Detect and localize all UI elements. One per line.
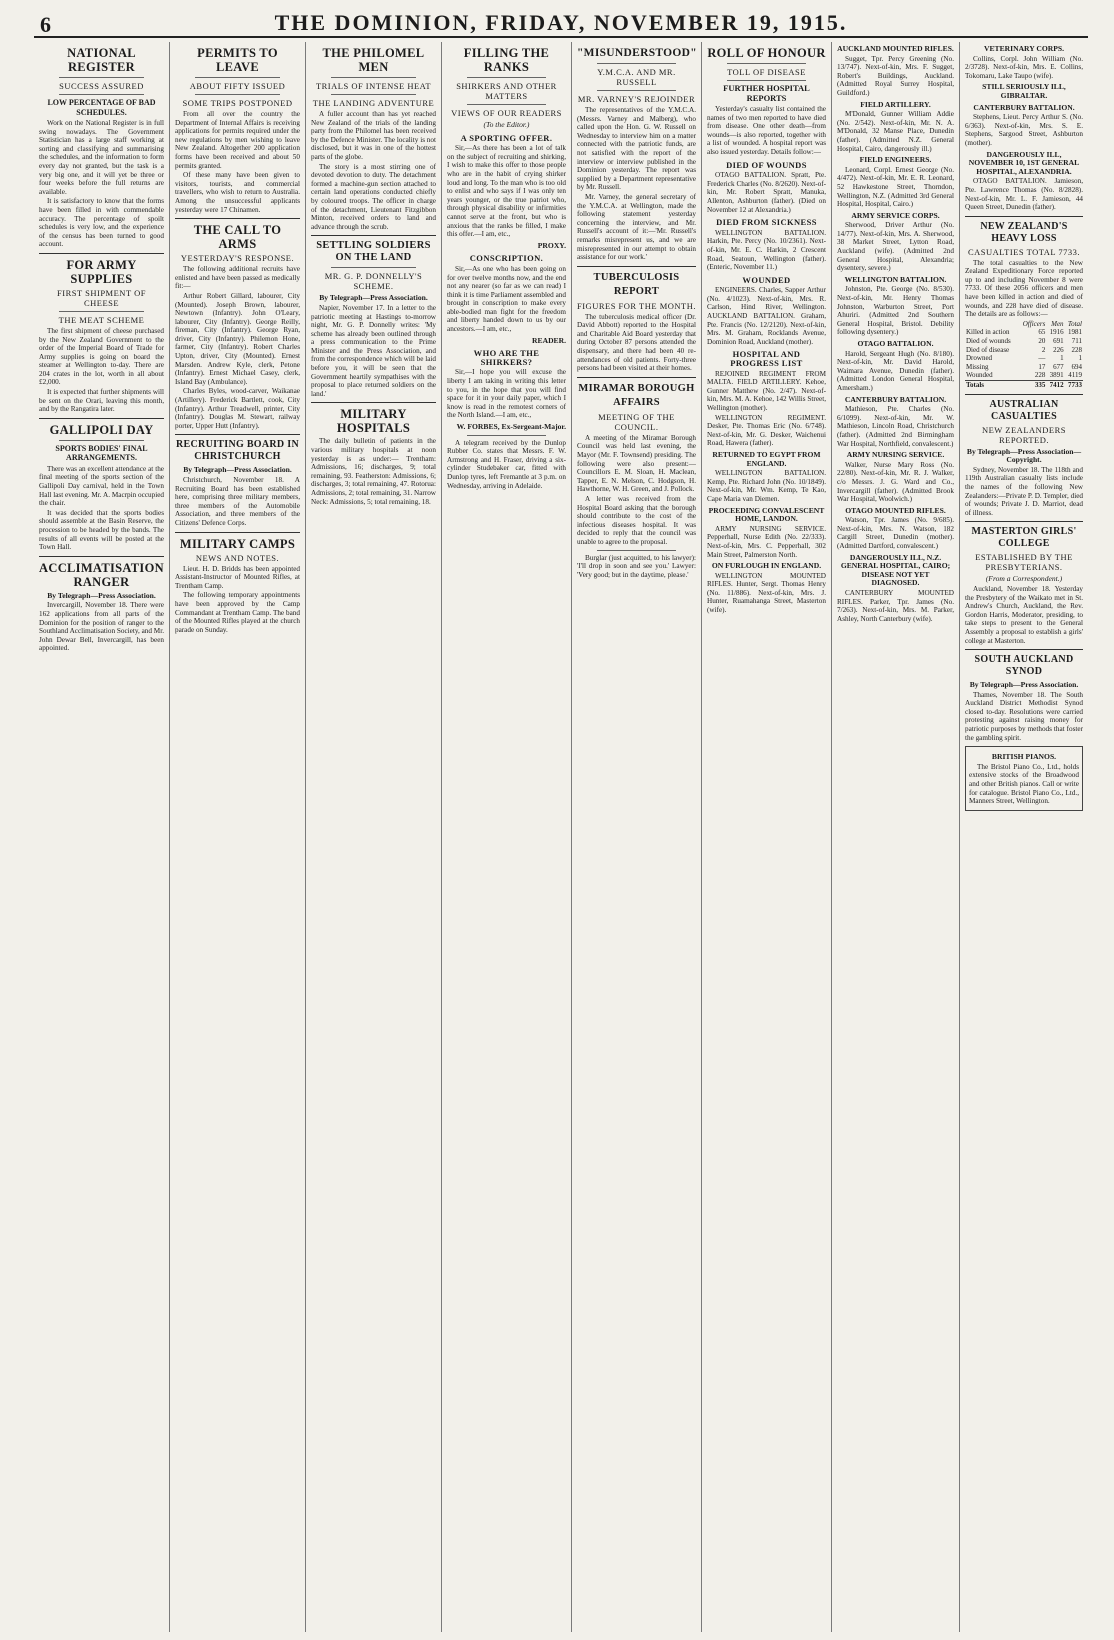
section-heading: FIELD ARTILLERY.	[860, 99, 931, 109]
divider	[727, 63, 806, 64]
section-heading: ARMY SERVICE CORPS.	[851, 210, 940, 220]
table-cell: 1981	[1068, 328, 1082, 337]
article-paragraph: The following temporary appointments have been approved by the Camp Commandant at Trentham Camp. The band of the Mounted Rifles played at the church parade on Sunday.	[175, 591, 300, 634]
headline-settling-soldiers: SETTLING SOLDIERS ON THE LAND	[316, 240, 431, 264]
table-header-cell: Men	[1051, 319, 1064, 328]
article-paragraph: The following additional recruits have enlisted and have been passed as medically fit:—	[175, 265, 300, 291]
table-header-cell: Officers	[1022, 319, 1046, 328]
table-cell: 677	[1053, 362, 1064, 371]
article-paragraph: The daily bulletin of patients in the various military hospitals at noon yesterday is as under:— Trentham: Admissions, 16; discharges, 9; total remaining, 93. Featherston: Admissions, 6; discharges, 3; total remaining, 47. Rotorua: Admissions, 2; total remaining, 31. Narrow Neck: Admissions, 5; total remaining, 18.	[311, 437, 436, 506]
article-paragraph: The story is a most stirring one of devoted devotion to duty. The detachment formed a machine-gun section attached to certain land operations conducted chiefly by coloured troops. The officer in charge of the detachment, Lieutenant Fitzgibbon Minton, received orders to land and advance through the scrub.	[311, 162, 436, 231]
divider	[467, 77, 546, 78]
subhead: FIGURES FOR THE MONTH.	[577, 300, 696, 311]
casualty-entry: OTAGO BATTALION. Spratt, Pte. Frederick Charles (No. 8/2620). Next-of-kin, Mr. Robert Spratt, Manuka, Allenton, Ashburton (father). (Died on November 12 at Alexandria.)	[707, 171, 826, 214]
article-paragraph: Yesterday's casualty list contained the names of two men reported to have died from disease. One other death—from wounds—is also reported, together with a list of wounded. A hospital report was also issued yesterday. Details follow:—	[707, 105, 826, 156]
headline-national-register: NATIONAL REGISTER	[67, 46, 136, 74]
columns	[34, 42, 1088, 1632]
headline-military-camps: MILITARY CAMPS	[179, 536, 296, 551]
divider	[577, 266, 696, 267]
article-paragraph: Invercargill, November 18. There were 162 applications from all parts of the Dominion for the position of ranger to the Southland Acclimatisation Society, and Mr. John Dewar Bell, Invercargill, has been appointed.	[39, 601, 164, 653]
subhead: SOME TRIPS POSTPONED	[182, 98, 293, 108]
section-heading: PROCEEDING CONVALESCENT HOME, LANDON.	[708, 505, 825, 524]
headline-australian-casualties: AUSTRALIAN CASUALTIES	[989, 398, 1059, 422]
casualty-table	[965, 320, 1083, 390]
divider	[59, 440, 144, 441]
column-5	[572, 42, 702, 1632]
headline-army-supplies: FOR ARMY SUPPLIES	[66, 257, 137, 286]
subhead: SPORTS BODIES' FINAL ARRANGEMENTS.	[55, 443, 148, 463]
divider	[59, 94, 144, 95]
casualty-entry: M'Donald, Gunner William Addie (No. 2/542). Next-of-kin, Mr. N. A. M'Donald, 32 Manse Place, Dunedin (father). (Admitted N.Z. General Hospital, Cairo, dangerously ill.)	[837, 110, 954, 153]
table-header-row	[965, 320, 1083, 329]
divider	[311, 235, 436, 236]
casualty-entry: Mathieson, Pte. Charles (No. 6/1099). Next-of-kin, Mr. W. Mathieson, Lincoln Road, Christchurch (father). (Admitted 2nd Birmingham War Hospital, Northfield, convalescent.)	[837, 405, 954, 448]
divider	[175, 532, 300, 533]
article-paragraph: Christchurch, November 18. A Recruiting Board has been established here, comprising three military members, three members of the Automobile Association, and three members of the Citizens' Defence Corps.	[175, 476, 300, 527]
letter-paragraph: Sir,—As there has been a lot of talk on the subject of recruiting and shirking, I wish to make this offer to those people who are in the habit of crying shirker loud and long. To the man who is too old to enlist and who says if I was only ten years younger, or the true patriot who, through physical disability or infirmities cannot serve at the front, but who is anxious that the ranks be filled, I make this offer.—I am, etc.,	[447, 144, 566, 239]
subhead: MEETING OF THE COUNCIL.	[598, 411, 675, 432]
divider	[331, 94, 416, 95]
letter-heading: CONSCRIPTION.	[469, 253, 544, 264]
divider	[965, 216, 1083, 217]
table-cell: 694	[1071, 362, 1082, 371]
divider	[311, 402, 436, 403]
casualty-entry: Watson, Tpr. James (No. 9/685). Next-of-kin, Mrs. N. Watson, 182 Cargill Street, Dunedin (mother). (Admitted Dartford, convalescent.)	[837, 516, 954, 551]
article-paragraph: It is satisfactory to know that the forms have been filled in with commendable accuracy. The percentage of spoilt schedules is very low, and the experience of the census has been turned to good account.	[39, 197, 164, 249]
subhead: NEWS AND NOTES.	[195, 552, 280, 563]
section-heading: STILL SERIOUSLY ILL, GIBRALTAR.	[982, 82, 1066, 100]
article-paragraph: From all over the country the Department of Internal Affairs is receiving applications for permits required under the new regulations by men wishing to leave New Zealand. Altogether 200 application forms have been received and about 50 permits granted.	[175, 110, 300, 170]
masthead	[34, 10, 1088, 38]
section-heading: ARMY NURSING SERVICE.	[846, 450, 945, 460]
headline-gallipoli-day: GALLIPOLI DAY	[49, 422, 154, 437]
table-cell: Totals	[965, 381, 1018, 390]
column-3	[306, 42, 442, 1632]
article-paragraph: Of these many have been given to visitors, tourists, and commercial travellers, who wish to return to Australia. Among the unsuccessful applicants yesterday were 17 Chinamen.	[175, 171, 300, 214]
casualty-entry: WELLINGTON BATTALION. Kemp, Pte. Richard John (No. 10/1849). Next-of-kin, Mr. Wm. Kemp, Te Kao, Cape Maria van Diemen.	[707, 469, 826, 503]
article-paragraph: A letter was received from the Hospital Board asking that the borough should contribute to the cost of the infectious diseases hospital. It was decided to reply that the council was unable to agree to the proposal.	[577, 495, 696, 546]
casualty-entry: Harold, Sergeant Hugh (No. 8/180). Next-of-kin, Mr. David Harold, Waimara Avenue, Dunedin (father). (Admitted London General Hospital, Amersham.)	[837, 349, 954, 392]
table-cell: —	[1038, 354, 1046, 363]
headline-military-hospitals: MILITARY HOSPITALS	[336, 407, 411, 436]
table-cell: 1	[1078, 354, 1082, 363]
byline: By Telegraph—Press Association.	[319, 293, 428, 303]
subhead: TOLL OF DISEASE	[727, 67, 806, 77]
table-row	[965, 363, 1083, 372]
editor-note: (To the Editor.)	[483, 120, 530, 129]
article-paragraph: Arthur Robert Gillard, labourer, City (Mounted). Joseph Brown, labourer, Newtown (Infantry). John O'Leary, labourer, City (Infantry). George Reilly, fireman, City (Infantry). George Ryan, driver, City (Infantry). Philemon Hone, farmer, City (Infantry). Robert Charles Upton, driver, City (Mounted). Ernest Marsden. Andrew Kyle, clerk, Petone (Infantry). Ernest Michael Casey, clerk, Island Bay (Ambulance).	[175, 291, 300, 386]
table-row	[965, 328, 1083, 337]
advertisement-heading: BRITISH PIANOS.	[991, 752, 1057, 762]
article-paragraph: The total casualties to the New Zealand Expeditionary Force reported up to and including November 8 were 7733. Of these 2056 officers and men have been killed in action and died of wounds, and 228 have died of disease. The details are as follows:—	[965, 258, 1083, 319]
table-cell: 335	[1018, 381, 1046, 390]
divider	[195, 94, 280, 95]
divider	[331, 267, 416, 268]
headline-philomel-men: THE PHILOMEL MEN	[322, 46, 425, 74]
article-paragraph: It was decided that the sports bodies should assemble at the Basin Reserve, the procession to be headed by the bands. The results of all events will be posted at the Town Hall.	[39, 508, 164, 552]
divider	[39, 253, 164, 254]
article-paragraph: Napier, November 17. In a letter to the patriotic meeting at Hastings to-morrow night, Mr. G. P. Donnelly writes: 'My scheme has already been outlined through a press communication to the Prime Minister and the Press Association, and from the correspondence which will be laid before you, it will be seen that the Government heartily sympathises with the proposal to place returned soldiers on the land.'	[311, 303, 436, 398]
headline-miramar-borough: MIRAMAR BOROUGH AFFAIRS	[578, 382, 695, 408]
table-cell: Missing	[966, 362, 989, 371]
letter-heading: WHO ARE THE SHIRKERS?	[473, 348, 540, 367]
headline-recruiting-board: RECRUITING BOARD IN CHRISTCHURCH	[176, 439, 299, 463]
article-paragraph: Lieut. H. D. Bridds has been appointed Assistant-Instructor of Mounted Rifles, at Trentham Camp.	[175, 564, 300, 590]
byline: By Telegraph—Press Association.	[183, 465, 292, 475]
article-paragraph: Thames, November 18. The South Auckland District Methodist Synod closed to-day. Resolutions were carried protesting against raising money for patriotic purposes by methods that foster the gambling spirit.	[965, 690, 1083, 742]
letter-signature: READER.	[532, 335, 566, 345]
divider	[175, 218, 300, 219]
article-paragraph: Mr. Varney, the general secretary of the Y.M.C.A. at Wellington, made the following statement yesterday concerning the interview, and Mr. Russell's account of it:—'Mr. Russell's remarks misrepresent us, and we are misrepresented in our attempt to obtain assistance for our work.'	[577, 192, 696, 262]
correspondent-note: (From a Correspondent.)	[985, 574, 1063, 584]
subhead: TRIALS OF INTENSE HEAT	[315, 81, 432, 91]
table-total-row	[965, 381, 1083, 390]
casualty-entry: REJOINED REGIMENT FROM MALTA. FIELD ARTILLERY. Kehoe, Gunner Matthew (No. 2/47). Next-of-kin, Mrs. M. A. Kehoe, 142 Willis Street, Wellington (mother).	[707, 369, 826, 412]
section-heading: AUCKLAND MOUNTED RIFLES.	[837, 44, 954, 53]
article-paragraph: The tuberculosis medical officer (Dr. David Abbott) reported to the Hospital and Charitable Aid Board yesterday that during October 87 persons attended the dispensary, and there had been 40 re-attendances of old patients. Forty-three persons had been visited at their homes.	[577, 312, 696, 373]
casualty-entry: Walker, Nurse Mary Ross (No. 22/80). Next-of-kin, Mr. R. J. Walker, c/o Messrs. J. G. Ward and Co., Invercargill (father). (Admitted Brook War Hospital, Woolwich.)	[837, 460, 954, 504]
column-6	[702, 42, 832, 1632]
subhead: ESTABLISHED BY THE PRESBYTERIANS.	[975, 552, 1073, 573]
table-row	[965, 354, 1083, 363]
headline-south-auckland-synod: SOUTH AUCKLAND SYNOD	[974, 654, 1074, 678]
divider	[39, 418, 164, 419]
byline: By Telegraph—Press Association—Copyright.	[966, 446, 1082, 465]
section-heading: WOUNDED	[742, 274, 791, 285]
byline: By Telegraph—Press Association.	[969, 680, 1079, 690]
divider	[59, 311, 144, 312]
divider	[59, 77, 144, 78]
letter-signature: W. FORBES, Ex-Sergeant-Major.	[456, 422, 566, 431]
divider	[175, 434, 300, 435]
casualty-entry: Johnston, Pte. George (No. 8/530). Next-of-kin, Mr. Henry Thomas Johnston, Warburton Street, Port Ahuriri. (Admitted 2nd Southern General Hospital, Bristol. Debility following dysentery.)	[837, 285, 954, 337]
article-paragraph: Auckland, November 18. Yesterday the Presbytery of the Waikato met in St. Andrew's Church, Auckland, the Rev. Gordon Harris, Moderator, presiding, to take steps to present to the General Assembly a proposal to establish a girls' college at Masterton.	[965, 584, 1083, 645]
section-heading: DIED OF WOUNDS	[726, 159, 807, 170]
letter-signature: PROXY.	[537, 240, 566, 250]
advertisement-text: The Bristol Piano Co., Ltd., holds extensive stocks of the Broadwood and other British pianos. Call or write for catalogue. Bristol Piano Co., Ltd., Manners Street, Wellington.	[969, 762, 1079, 806]
headline-tuberculosis-report: TUBERCULOSIS REPORT	[593, 271, 680, 297]
casualty-entry: ARMY NURSING SERVICE. Pepperhall, Nurse Edith (No. 22/333). Next-of-kin, Mrs. C. Pepperhall, 302 Main Street, Palmerston North.	[707, 524, 826, 559]
article-paragraph: A meeting of the Miramar Borough Council was held last evening, the Mayor (Mr. F. Townsend) presiding. The following were also present:—Councillors E. M. Sloan, H. Maclean, Tapper, E. N. Melson, C. Hodgson, H. Hawthorne, W. H. Green, and J. Pollock.	[577, 433, 696, 494]
casualty-entry: OTAGO BATTALION. Jamieson, Pte. Lawrence Thomas (No. 8/2828). Next-of-kin, Mr. L. F. Jamieson, 44 Queen Street, Dunedin (father).	[965, 177, 1083, 212]
casualty-entry: Stephens, Lieut. Percy Arthur S. (No. 6/363). Next-of-kin, Mrs. S. E. Stephens, Sargood Street, Ashburton (mother).	[965, 113, 1083, 147]
table-cell: 7412	[1046, 381, 1064, 390]
column-1	[34, 42, 170, 1632]
letter-heading: A SPORTING OFFER.	[460, 132, 553, 143]
table-cell: 226	[1053, 345, 1064, 354]
article-paragraph: Burglar (just acquitted, to his lawyer): 'I'll drop in soon and see you.' Lawyer: 'Very good; but in the daytime, please.'	[577, 553, 696, 579]
section-heading: WELLINGTON BATTALION.	[844, 274, 947, 284]
subhead: LOW PERCENTAGE OF BAD SCHEDULES.	[47, 98, 156, 117]
headline-heavy-loss: NEW ZEALAND'S HEAVY LOSS	[980, 220, 1068, 244]
casualty-entry: WELLINGTON MOUNTED RIFLES. Hunter, Sergt. Thomas Henry (No. 11/886). Next-of-kin, Mrs. J. Hunter, Ruamahanga Street, Masterton (wife).	[707, 571, 826, 615]
table-header-cell: Total	[1067, 319, 1082, 328]
column-8	[960, 42, 1088, 1632]
divider	[597, 63, 676, 64]
subhead: MR. G. P. DONNELLY'S SCHEME.	[324, 271, 423, 292]
newspaper-title: THE DOMINION, FRIDAY, NOVEMBER 19, 1915.	[274, 10, 848, 35]
column-4	[442, 42, 572, 1632]
table-header-cell	[965, 320, 1018, 329]
divider	[467, 435, 546, 436]
article-paragraph: Work on the National Register is in full swing nowadays. The Government Statistician has a large staff working at sorting and classifying and summarising the schedules, and the information to form every day not granted, but the task is a very big one, and it will yet be three or four weeks before the full returns are available.	[39, 119, 164, 196]
casualty-entry: Leonard, Corpl. Ernest George (No. 4/472). Next-of-kin, Mr. E. R. Leonard, 52 Hawkestone Street, Thorndon, Wellington, N.Z. (Admitted 3rd General Hospital, Hospital, Cairo.)	[837, 165, 954, 209]
table-cell: 7733	[1065, 381, 1083, 390]
headline-filling-the-ranks: FILLING THE RANKS	[463, 46, 550, 74]
section-heading: RETURNED TO EGYPT FROM ENGLAND.	[712, 449, 821, 468]
divider	[577, 377, 696, 378]
divider	[39, 556, 164, 557]
subhead: THE LANDING ADVENTURE	[312, 98, 435, 108]
page-number: 6	[40, 12, 51, 37]
subhead: SHIRKERS AND OTHER MATTERS	[456, 81, 557, 101]
subhead: FIRST SHIPMENT OF CHEESE	[57, 287, 146, 308]
column-2	[170, 42, 306, 1632]
section-heading: OTAGO MOUNTED RIFLES.	[845, 505, 946, 515]
headline-permits-to-leave: PERMITS TO LEAVE	[197, 46, 278, 74]
subhead: FURTHER HOSPITAL REPORTS	[723, 83, 810, 103]
casualty-entry: Collins, Corpl. John William (No. 2/3728). Next-of-kin, Mrs. E. Collins, Tokomaru, Lake Taupo (wife).	[965, 54, 1083, 80]
letter-paragraph: Sir,—I hope you will excuse the liberty I am taking in writing this letter to you, in the hope that you will find space for it in your daily paper, which I know is read in the remotest corners of the North Island.—I am, etc.,	[447, 368, 566, 420]
headline-call-to-arms: THE CALL TO ARMS	[193, 223, 282, 252]
table-cell: 2	[1041, 345, 1046, 354]
casualty-entry: Sugget, Tpr. Percy Greening (No. 13/747). Next-of-kin, Mrs. F. Sugget, Robert's Buildings, Auckland. (Admitted Royal Surrey Hospital, Guildford.)	[837, 54, 954, 97]
casualty-entry: Sherwood, Driver Arthur (No. 14/77). Next-of-kin, Mrs. A. Sherwood, 38 Market Street, Lytton Road, Auckland (wife). (Admitted 2nd General Hospital, Alexandria; dysentery, severe.)	[837, 221, 954, 273]
table-cell: Died of disease	[966, 345, 1010, 354]
casualty-entry: ENGINEERS. Charles, Sapper Arthur (No. 4/1023). Next-of-kin, Mrs. R. Carlson, Hind River, Wellington. AUCKLAND BATTALION. Graham, Pte. Francis (No. 12/2120). Next-of-kin, Mrs. M. Graham, Rocklands Avenue, Dominion Road, Auckland (mother).	[707, 286, 826, 346]
table-cell: 1916	[1049, 328, 1064, 337]
section-heading: VETERINARY CORPS.	[983, 44, 1065, 53]
divider	[965, 521, 1083, 522]
subhead: Y.M.C.A. AND MR. RUSSELL	[597, 67, 676, 87]
byline: By Telegraph—Press Association.	[47, 590, 156, 600]
table-cell: 4119	[1068, 371, 1082, 380]
table-cell: Died of wounds	[966, 337, 1011, 346]
article-paragraph: The first shipment of cheese purchased by the New Zealand Government to the order of the Imperial Board of Trade for Army supplies is going on board the steamer at Wellington to-day. There are 204 crates in the lot, worth in all about £2,000.	[39, 326, 164, 387]
subhead: VIEWS OF OUR READERS	[451, 108, 562, 118]
table-cell: 3891	[1049, 371, 1064, 380]
divider	[597, 90, 676, 91]
table-cell: 17	[1038, 362, 1046, 371]
divider	[597, 550, 676, 551]
section-heading: DIED FROM SICKNESS	[716, 217, 817, 228]
table-cell: 711	[1071, 337, 1082, 346]
section-heading: CANTERBURY BATTALION.	[973, 102, 1075, 112]
table-cell: Wounded	[966, 371, 993, 380]
casualty-entry: CANTERBURY MOUNTED RIFLES. Parker, Tpr. James (No. 7/263). Next-of-kin, Mrs. M. Parker, Ashley, North Canterbury (wife).	[837, 589, 954, 623]
headline-misunderstood: "MISUNDERSTOOD"	[577, 47, 697, 59]
article-paragraph: A telegram received by the Dunlop Rubber Co. states that Messrs. F. W. Armstrong and H. Fraser, driving a six-cylinder Studebaker car, fitted with Dunlop tyres, left Fremantle at 3 p.m. on Wednesday, arriving in Adelaide.	[447, 438, 566, 490]
divider	[965, 394, 1083, 395]
casualty-entry: WELLINGTON BATTALION. Harkin, Pte. Percy (No. 10/2361). Next-of-kin, Mr. E. C. Harkin, 2 Crescent Road, Seatoun, Wellington (father). (Enteric, November 11.)	[707, 228, 826, 272]
section-heading: CANTERBURY BATTALION.	[844, 394, 947, 404]
table-cell: 228	[1071, 345, 1082, 354]
section-heading: HOSPITAL AND PROGRESS LIST	[730, 349, 803, 369]
section-heading: DANGEROUSLY ILL, NOVEMBER 10, 1ST GENERAL HOSPITAL, ALEXANDRIA.	[968, 149, 1080, 176]
subhead: CASUALTIES TOTAL 7733.	[967, 246, 1081, 257]
column-7	[832, 42, 960, 1632]
section-heading: OTAGO BATTALION.	[857, 339, 934, 348]
letter-paragraph: Sir,—As one who has been going on for over twelve months now, and the end not any nearer (so far as we can read) I think it is time Parliament assembled and brought in conscription to make every able-bodied man fight for the freedom and liberty handed down to us by our ancestors.—I am, etc.,	[447, 264, 566, 334]
section-heading: DANGEROUSLY ILL, N.Z. GENERAL HOSPITAL, CAIRO; DISEASE NOT YET DIAGNOSED.	[840, 552, 951, 588]
table-row	[965, 337, 1083, 346]
article-paragraph: It is expected that further shipments will be sent on the Orari, leaving this month, and by the Rangatira later.	[39, 388, 164, 414]
table-row	[965, 371, 1083, 380]
subhead: THE MEAT SCHEME	[58, 314, 145, 325]
table-row	[965, 346, 1083, 355]
section-heading: FIELD ENGINEERS.	[859, 155, 932, 165]
article-paragraph: The representatives of the Y.M.C.A. (Messrs. Varney and Malberg), who called upon the Hon. G. W. Russell on Wednesday to interview him on a matter connected with the patriotic funds, are not satisfied with the report of the interview or interview published in the Dominion yesterday. The report was supplied by a Department representative by Mr. Russell.	[577, 106, 696, 192]
advertisement-box	[965, 746, 1083, 811]
table-cell: 691	[1053, 337, 1064, 346]
headline-acclimatisation-ranger: ACCLIMATISATION RANGER	[39, 560, 164, 589]
subhead: YESTERDAY'S RESPONSE.	[180, 253, 295, 264]
subhead: MR. VARNEY'S REJOINDER	[577, 94, 696, 104]
table-cell: 20	[1038, 337, 1046, 346]
article-paragraph: Charles Byles, wood-carver, Waikanae (Artillery). Frederick Bartlett, cook, City (Infantry). Arthur Treadwell, printer, City (Infantry). Douglas M. Stewart, railway porter, Upper Hutt (Infantry).	[175, 387, 300, 430]
table-cell: 65	[1038, 328, 1046, 337]
divider	[195, 77, 280, 78]
article-paragraph: There was an excellent attendance at the final meeting of the sports section of the Gallipoli Day carnival, held in the Town Hall last evening. Mr. A. Macrpin occupied the chair.	[39, 464, 164, 508]
article-paragraph: A fuller account than has yet reached New Zealand of the trials of the landing party from the Philomel has been received by the Defence Minister. The locality is not disclosed, but it was in one of the hottest parts of the globe.	[311, 110, 436, 161]
divider	[467, 104, 546, 105]
headline-masterton-college: MASTERTON GIRLS' COLLEGE	[971, 526, 1077, 550]
subhead: NEW ZEALANDERS REPORTED.	[981, 424, 1067, 445]
divider	[727, 80, 806, 81]
divider	[331, 77, 416, 78]
table-cell: 228	[1034, 371, 1046, 380]
casualty-entry: WELLINGTON REGIMENT. Desker, Pte. Thomas Eric (No. 6/748). Next-of-kin, Mr. G. Desker, Waichenui Road, Hawera (father).	[707, 413, 826, 448]
table-cell: 1	[1060, 354, 1064, 363]
table-cell: Drowned	[966, 354, 993, 363]
section-heading: ON FURLOUGH IN ENGLAND.	[711, 561, 822, 571]
subhead: ABOUT FIFTY ISSUED	[189, 81, 286, 91]
table-cell: Killed in action	[966, 328, 1010, 337]
headline-roll-of-honour: ROLL OF HONOUR	[707, 46, 826, 60]
divider	[965, 649, 1083, 650]
article-paragraph: Sydney, November 18. The 118th and 119th Australian casualty lists include the names of the following New Zealanders:—Private P. D. Templer, died of wounds; Private J. D. Marriot, dead of illness.	[965, 465, 1083, 517]
subhead: SUCCESS ASSURED	[59, 81, 144, 91]
